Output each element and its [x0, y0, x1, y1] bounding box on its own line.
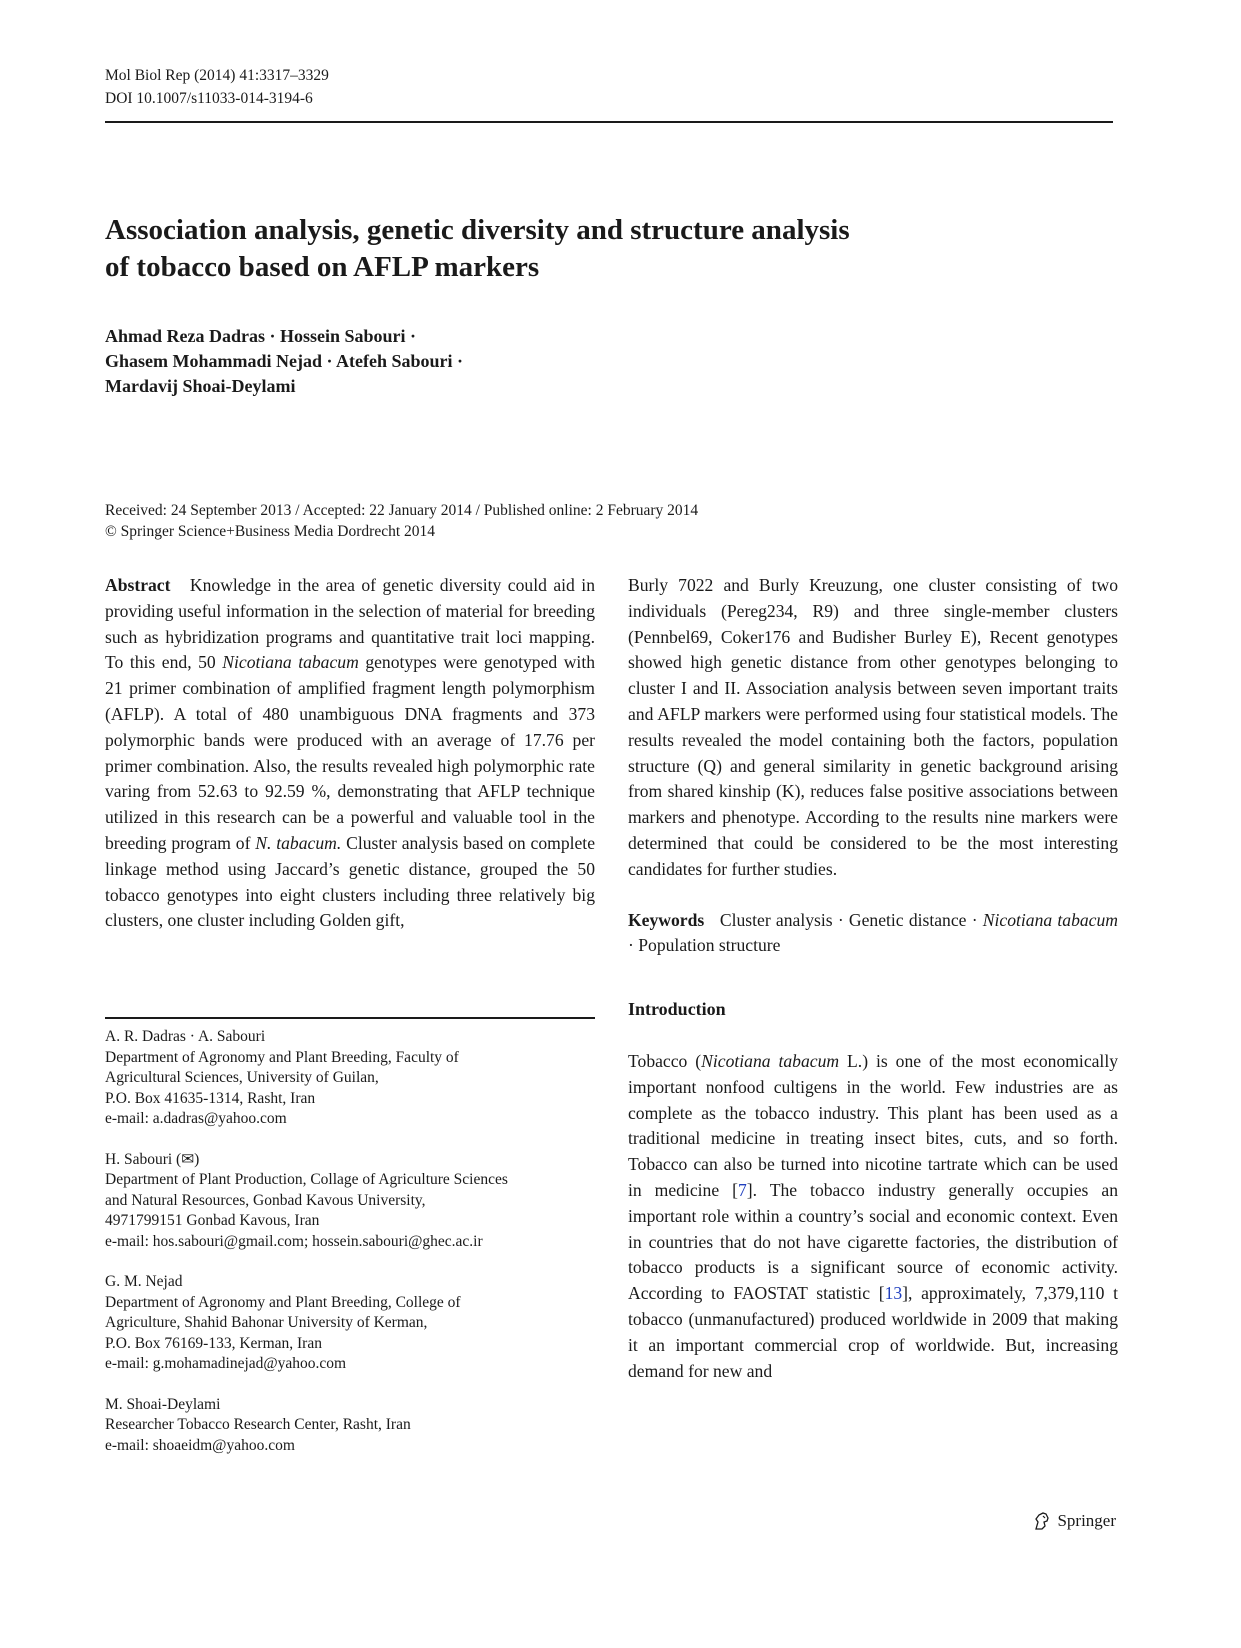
- email-link[interactable]: e-mail: hos.sabouri@gmail.com; hossein.sabouri@ghec.ac.ir: [105, 1232, 483, 1250]
- email-link[interactable]: e-mail: a.dadras@yahoo.com: [105, 1110, 287, 1127]
- doi[interactable]: DOI 10.1007/s11033-014-3194-6: [105, 90, 313, 107]
- abstract-label: Abstract: [105, 575, 171, 595]
- affiliation-names: H. Sabouri (✉): [105, 1150, 200, 1168]
- publisher-footer: [1031, 1510, 1116, 1532]
- keywords-text: Cluster analysis · Genetic distance ·: [719, 909, 978, 930]
- affiliations: [105, 1027, 585, 1476]
- title-line-2: of tobacco based on AFLP markers: [105, 251, 540, 283]
- affiliation-names: M. Shoai-Deylami: [105, 1395, 221, 1413]
- keywords-text: · Population structure: [628, 935, 781, 956]
- springer-horse-icon: [1031, 1510, 1053, 1532]
- publisher-name: Springer: [1057, 1511, 1116, 1530]
- abstract-continued: Burly 7022 and Burly Kreuzung, one cluster consisting of two individuals (Pereg234, R9) and three single-member clusters (Pennbel69, Coker176 and Budisher Burley E), Recent genotypes showed high genetic distance from other genotypes belonging to cluster I and II. Association analysis between seven important traits and AFLP markers were performed using four statistical models. The results revealed the model containing both the factors, population structure (Q) and general similarity in genetic background arising from shared kinship (K), reduces false positive associations between markers and phenotype. According to the results nine markers were determined that could be considered to be the most interesting candidates for further studies.: [628, 575, 1118, 879]
- introduction-paragraph: [628, 1049, 1118, 1384]
- affiliation-names: G. M. Nejad: [105, 1273, 183, 1290]
- right-column: [628, 573, 1118, 1384]
- publication-dates: [105, 500, 698, 542]
- intro-text: L.) is one of the most economically important nonfood cultigens in the world. Few industries are as complete as the tobacco industry. This plant has been used as a traditional medicine in treating insect bites, cuts, and so forth. Tobacco can also be turned into nicotine tartrate which can be used in medicine [: [628, 1050, 1119, 1200]
- history-dates: Received: 24 September 2013 / Accepted: 22 January 2014 / Published online: 2 February 2014: [105, 502, 699, 519]
- email-link[interactable]: e-mail: shoaeidm@yahoo.com: [105, 1436, 295, 1454]
- affiliation-line: Researcher Tobacco Research Center, Rasht, Iran: [105, 1416, 411, 1433]
- affiliation-line: Agricultural Sciences, University of Guilan,: [105, 1069, 379, 1086]
- species-name: Nicotiana tabacum: [222, 652, 359, 673]
- author-list: [105, 324, 463, 399]
- affiliation-line: P.O. Box 41635-1314, Rasht, Iran: [105, 1089, 316, 1107]
- abstract-text: genotypes were genotyped with 21 primer combination of amplified fragment length polymorphism (AFLP). A total of 480 unambiguous DNA fragments and 373 polymorphic bands were produced with an average of 17.76 per primer combination. Also, the results revealed high polymorphic rate varing from 52.63 to 92.59 %, demonstrating that AFLP technique utilized in this research can be a powerful and valuable tool in the breeding program of: [105, 652, 596, 853]
- abstract-left: [105, 573, 595, 934]
- citation-link-7[interactable]: 7: [738, 1179, 747, 1200]
- affiliation-line: 4971799151 Gonbad Kavous, Iran: [105, 1212, 320, 1229]
- species-abbrev: N. tabacum.: [255, 832, 342, 853]
- title-line-1: Association analysis, genetic diversity and structure analysis: [105, 214, 850, 246]
- intro-text: Tobacco (: [628, 1050, 702, 1071]
- intro-text: ]. The tobacco industry generally occupies an important role within a country’s social and economic context. Even in countries that do not have cigarette factories, the distribution of tobacco products is a significant source of economic activity. According to FAOSTAT statistic [: [628, 1179, 1118, 1304]
- affiliation-block: [105, 1027, 585, 1130]
- affiliation-line: Agriculture, Shahid Bahonar University of Kerman,: [105, 1314, 428, 1331]
- paper-title: [105, 212, 1005, 286]
- affiliation-line: Department of Agronomy and Plant Breeding, Faculty of: [105, 1048, 459, 1066]
- citation-link-13[interactable]: 13: [884, 1283, 903, 1304]
- running-header: [105, 64, 329, 110]
- intro-text: ], approximately, 7,379,110 t tobacco (unmanufactured) produced worldwide in 2009 that making it an important commercial crop of worldwide. But, increasing demand for new and: [628, 1283, 1119, 1381]
- abstract-text: Knowledge in the area of genetic diversity could aid in providing useful information in the selection of material for breeding such as hybridization programs and quantitative trait loci mapping. To this end, 50: [105, 575, 595, 673]
- affiliation-line: P.O. Box 76169-133, Kerman, Iran: [105, 1334, 322, 1352]
- section-heading-introduction: Introduction: [628, 999, 726, 1020]
- copyright-line: © Springer Science+Business Media Dordrecht 2014: [105, 523, 436, 540]
- intro-species: Nicotiana tabacum: [701, 1050, 840, 1071]
- affiliation-block: [105, 1395, 585, 1457]
- journal-citation: Mol Biol Rep (2014) 41:3317–3329: [105, 67, 329, 84]
- keywords: [628, 908, 1118, 960]
- authors-line-3: Mardavij Shoai-Deylami: [105, 376, 296, 396]
- authors-line-2: Ghasem Mohammadi Nejad · Atefeh Sabouri ·: [105, 351, 464, 371]
- affiliation-line: and Natural Resources, Gonbad Kavous University,: [105, 1191, 426, 1209]
- affiliation-names: A. R. Dadras · A. Sabouri: [105, 1028, 266, 1045]
- affiliation-block: [105, 1272, 585, 1375]
- affiliation-line: Department of Plant Production, Collage of Agriculture Sciences: [105, 1171, 508, 1188]
- keywords-label: Keywords: [628, 909, 705, 930]
- email-link[interactable]: e-mail: g.mohamadinejad@yahoo.com: [105, 1355, 347, 1372]
- authors-line-1: Ahmad Reza Dadras · Hossein Sabouri ·: [105, 326, 417, 346]
- affiliation-block: [105, 1150, 585, 1253]
- affiliation-rule: [105, 1017, 595, 1019]
- affiliation-line: Department of Agronomy and Plant Breeding, College of: [105, 1293, 461, 1311]
- keywords-italic: Nicotiana tabacum: [982, 909, 1118, 930]
- abstract-text: Cluster analysis based on complete linkage method using Jaccard’s genetic distance, grouped the 50 tobacco genotypes into eight clusters including three relatively big clusters, one cluster including Golden gift,: [105, 832, 596, 931]
- header-rule: [105, 121, 1113, 123]
